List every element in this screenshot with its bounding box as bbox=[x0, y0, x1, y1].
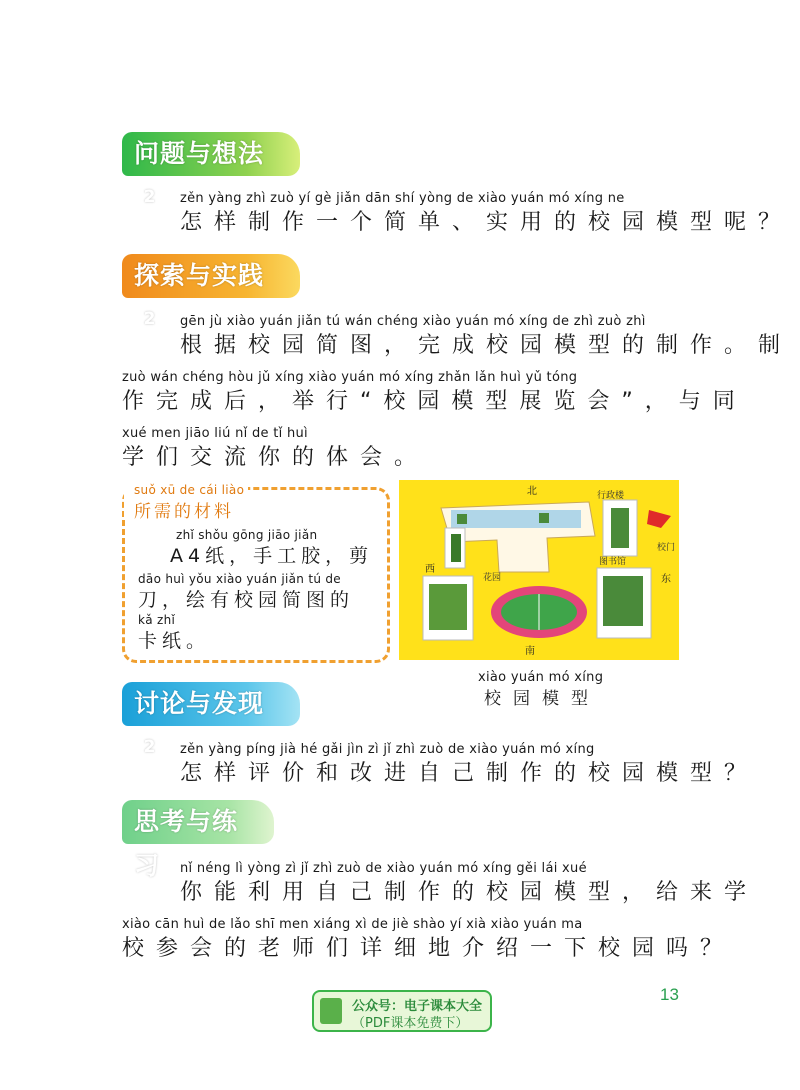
watermark-line1: 公众号：电子课本大全 bbox=[352, 999, 483, 1014]
p3-pinyin: xué men jiāo liú nǐ de tǐ huì bbox=[122, 426, 308, 441]
section-problem-number: 2 bbox=[137, 184, 163, 210]
materials-header: 所需的材料 bbox=[134, 502, 234, 522]
q1-pinyin: zěn yàng zhì zuò yí gè jiǎn dān shí yòng de xiào yuán mó xíng ne bbox=[180, 191, 625, 206]
section-discuss-number: 2 bbox=[137, 734, 163, 760]
caption-pinyin: xiào yuán mó xíng bbox=[478, 670, 604, 685]
label-east: 东 bbox=[661, 574, 671, 585]
p1-text: 根据校园简图，完成校园模型的制作。制 bbox=[180, 333, 793, 358]
q2-pinyin: zěn yàng píng jià hé gǎi jìn zì jǐ zhì zuò de xiào yuán mó xíng bbox=[180, 742, 595, 757]
label-north: 北 bbox=[527, 486, 537, 497]
t1-text: 你能利用自己制作的校园模型，给来学 bbox=[180, 880, 759, 905]
p1-pinyin: gēn jù xiào yuán jiǎn tú wán chéng xiào yuán mó xíng de zhì zuò zhì bbox=[180, 314, 646, 329]
p2-pinyin: zuò wán chéng hòu jǔ xíng xiào yuán mó xíng zhǎn lǎn huì yǔ tóng bbox=[122, 370, 578, 385]
mat2-pinyin: dāo huì yǒu xiào yuán jiǎn tú de bbox=[138, 572, 341, 586]
mat1-text: A4纸，手工胶，剪 bbox=[170, 545, 374, 567]
section-discuss-text: 讨论与发现 bbox=[134, 689, 265, 718]
campus-model-illustration bbox=[399, 480, 679, 660]
watermark-badge bbox=[312, 990, 492, 1032]
t2-text: 校参会的老师们详细地介绍一下校园吗？ bbox=[122, 936, 735, 961]
t2-pinyin: xiào cān huì de lǎo shī men xiáng xì de jiè shào yí xià xiào yuán ma bbox=[122, 917, 583, 932]
section-explore-number: 2 bbox=[137, 306, 163, 332]
watermark-line2: （PDF课本免费下） bbox=[352, 1016, 469, 1031]
label-library: 图书馆 bbox=[599, 557, 627, 567]
q1-text: 怎样制作一个简单、实用的校园模型呢？ bbox=[180, 210, 793, 235]
page-number: 13 bbox=[660, 985, 679, 1004]
section-explore-text: 探索与实践 bbox=[134, 261, 265, 290]
mat1-pinyin: zhǐ shǒu gōng jiāo jiǎn bbox=[176, 528, 318, 542]
photo-caption: 校园模型 bbox=[484, 689, 600, 709]
label-west: 西 bbox=[425, 564, 435, 575]
materials-header-pinyin: suǒ xū de cái liào bbox=[134, 483, 245, 497]
section-discuss-title bbox=[122, 682, 300, 757]
label-south: 南 bbox=[525, 646, 535, 657]
book-icon bbox=[320, 998, 342, 1024]
label-gate: 校门 bbox=[657, 543, 676, 553]
t1-pinyin: nǐ néng lì yòng zì jǐ zhì zuò de xiào yuán mó xíng gěi lái xué bbox=[180, 861, 587, 876]
section-think-title: 思考与练习 bbox=[122, 800, 274, 844]
section-problem-text: 问题与想法 bbox=[134, 139, 265, 168]
section-problem-title bbox=[122, 132, 300, 207]
campus-model-photo bbox=[399, 480, 679, 660]
mat3-pinyin: kǎ zhǐ bbox=[138, 613, 176, 627]
section-explore-title bbox=[122, 254, 300, 329]
p3-text: 学们交流你的体会。 bbox=[122, 445, 429, 470]
q2-text: 怎样评价和改进自己制作的校园模型？ bbox=[180, 761, 759, 786]
p2-text: 作完成后，举行“校园模型展览会”，与同 bbox=[122, 389, 747, 414]
label-garden: 花园 bbox=[483, 573, 502, 583]
mat3-text: 卡纸。 bbox=[138, 630, 211, 652]
mat2-text: 刀，绘有校园简图的 bbox=[138, 589, 355, 611]
label-admin: 行政楼 bbox=[597, 491, 625, 501]
